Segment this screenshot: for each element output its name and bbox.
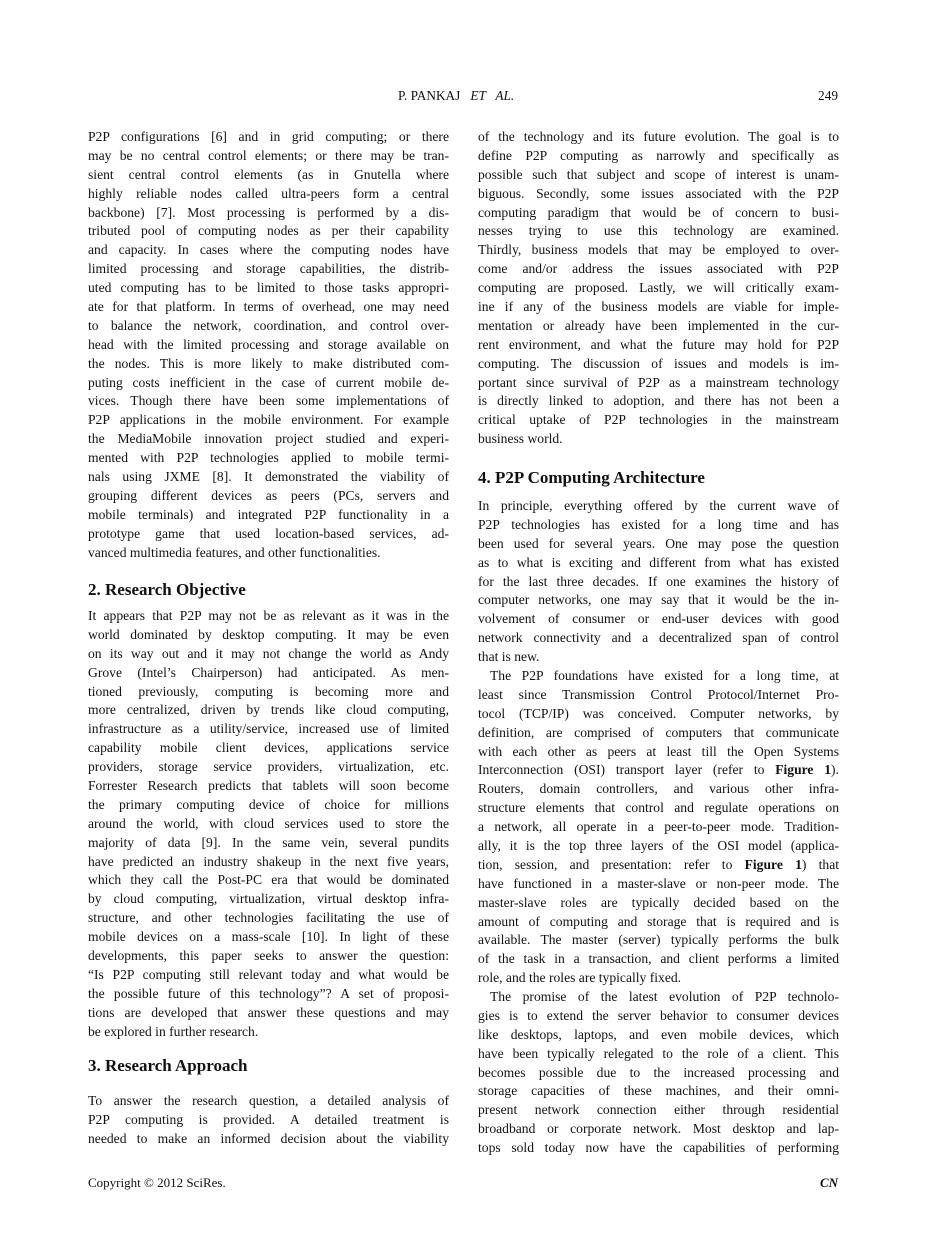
figure-reference: Figure 1 [744,856,802,872]
text-line: providers, storage service providers, virtualization, etc. [88,759,449,775]
text-line: puting costs inefficient in the case of current mobile de- [88,374,449,390]
text-line: Routers, domain controllers, and various other infra- [478,781,839,797]
section-heading-p2p-architecture: 4. P2P Computing Architecture [478,468,705,487]
paragraph [478,988,839,1158]
text-line: possible such that subject and scope of interest is unam- [478,166,839,182]
text-line: the MediaMobile innovation project studied and experi- [88,431,449,447]
text-line: have predicted an industry shakeup in the next five years, [88,853,449,869]
text-line: biguous. Secondly, some issues associated with the P2P [478,185,839,201]
text-line: world dominated by desktop computing. It may be even [88,626,449,642]
text-line: mobile devices on a mass-scale [10]. In light of these [88,929,449,945]
header-author: P. PANKAJ [398,88,461,103]
paragraph [88,1092,449,1149]
text-line: infrastructure as a utility/service, increased use of limited [88,721,449,737]
text-line: becomes possible due to the increased processing and [478,1064,839,1080]
text-line: uted computing has to be limited to those tasks appropri- [88,280,449,296]
text-segment: Interconnection (OSI) transport layer (refer to [478,762,776,778]
text-line: broadband or corporate network. Most desktop and lap- [478,1121,839,1137]
text-line: of the technology and its future evolution. The goal is to [478,129,839,144]
text-line: come and/or address the issues associated with P2P [478,261,839,277]
text-line: around the world, with cloud services used to store the [88,815,449,831]
figure-reference: Figure 1 [775,762,832,778]
text-line: tocol (TCP/IP) was conceived. Computer networks, by [478,705,839,721]
text-line: available. The master (server) typically performs the bulk [478,932,839,948]
text-line: head with the limited processing and storage available on [88,336,449,352]
text-line: portant since survival of P2P as a mainstream technology [478,374,839,390]
text-line: tributed pool of computing nodes as per their capability [88,223,449,239]
text-line: ate for that platform. In terms of overhead, one may need [88,299,449,315]
text-line: more centralized, driven by trends like cloud computing, [88,702,449,718]
text-line: Forrester Research predicts that tablets will soon become [88,778,449,794]
text-line: define P2P computing as narrowly and specifically as [478,147,839,163]
text-line: In principle, everything offered by the current wave of [478,498,839,513]
text-line: Thirdly, business models that may be employed to over- [478,242,839,258]
text-line: volvement of consumer or end-user devices with good [478,611,839,627]
text-line [478,761,839,780]
text-line: vanced multimedia features, and other functionalities. [88,544,381,560]
section-heading-research-objective: 2. Research Objective [88,580,246,599]
text-line: with each other as peers at least till the Open Systems [478,743,839,759]
paragraph [478,667,839,988]
text-line: ine if any of the business models are viable for imple- [478,299,839,315]
text-line: that is new. [478,649,540,665]
text-line: to balance the network, coordination, and control over- [88,317,449,333]
text-line: for the last three decades. If one examines the history of [478,573,839,589]
text-segment: tion, session, and presentation: refer to [478,856,745,872]
text-line: It appears that P2P may not be as relevant as it was in the [88,608,449,623]
text-line: critical uptake of P2P technologies in the mainstream [478,412,839,428]
text-line: by cloud computing, virtualization, virtual desktop infra- [88,891,449,907]
running-header [398,88,514,104]
text-line: mentation or already have been implemented in the cur- [478,317,839,333]
text-line: the nodes. This is more likely to make distributed com- [88,355,449,371]
text-line: and capacity. In cases where the computing nodes have [88,242,449,258]
text-line: on its way out and it may not change the world as Andy [88,645,449,661]
text-line: The promise of the latest evolution of P2P technolo- [490,989,839,1004]
text-line: “Is P2P computing still relevant today and what would be [88,966,449,982]
text-line: structure elements that control and regulate operations on [478,800,839,816]
page-number: 249 [818,88,838,103]
text-line: P2P computing is provided. A detailed treatment is [88,1111,449,1127]
text-line: Grove (Intel’s Chairperson) had anticipated. As men- [88,664,449,680]
text-line: nesses trying to use this technology are examined. [478,223,839,239]
paragraph [88,128,449,562]
text-line: highly reliable nodes called ultra-peers form a central [88,185,449,201]
text-segment: ). [831,762,839,778]
text-line: majority of data [9]. In the same vein, several pundits [88,834,449,850]
text-line: have been typically relegated to the role of a client. This [478,1045,839,1061]
text-line: which they call the Post-PC era that would be dominated [88,872,449,888]
text-line: structure, and other technologies facilitating the use of [88,910,449,926]
text-line: amount of computing and storage that is required and is [478,913,839,929]
text-line: definition, are comprised of computers that communicate [478,724,839,740]
footer-journal: CN [819,1175,838,1190]
section-heading-research-approach: 3. Research Approach [88,1056,248,1075]
paragraph [478,128,839,449]
text-line: of the task in a transaction, and client performs a limited [478,951,839,967]
text-line: sient central control elements (as in Gnutella where [88,166,449,182]
text-line: computing. The discussion of issues and models is im- [478,355,839,371]
text-line: been used for several years. One may pose the question [478,535,839,551]
paragraph [88,607,449,1041]
text-line: rent environment, and what the future may hold for P2P [478,336,839,352]
text-line [478,856,839,875]
text-line: needed to make an informed decision about the viability [88,1130,449,1146]
text-line: role, and the roles are typically fixed. [478,970,682,986]
footer-copyright: Copyright © 2012 SciRes. [88,1175,226,1190]
text-line: least since Transmission Control Protocol/Internet Pro- [478,686,839,702]
text-line: may be no central control elements; or there may be tran- [88,147,449,163]
text-line: limited processing and storage capabilities, the distrib- [88,261,449,277]
text-line: tops sold today now have the capabilities of performing [478,1140,839,1156]
text-line: prototype game that used location-based services, ad- [88,525,449,541]
text-line: mented with P2P technologies applied to mobile termi- [88,450,449,466]
text-line: To answer the research question, a detailed analysis of [88,1093,449,1108]
text-line: have functioned in a master-slave or non-peer mode. The [478,875,839,891]
text-segment: ) that [801,856,840,872]
text-line: tioned previously, computing is becoming more and [88,683,449,699]
text-line: computing paradigm that would be of concern to busi- [478,204,839,220]
text-line: storage capacities of these machines, and their omni- [478,1083,839,1099]
header-etal: ET AL. [470,88,515,103]
text-line: as to what is exciting and different from what has existed [478,554,839,570]
text-line: business world. [478,431,563,447]
text-line: master-slave roles are typically decided based on the [478,894,839,910]
text-line: a network, all operate in a peer-to-peer mode. Tradition- [478,819,839,835]
paragraph [478,497,839,667]
text-line: The P2P foundations have existed for a long time, at [490,668,839,683]
text-line: P2P configurations [6] and in grid computing; or there [88,129,449,144]
text-line: mobile terminals) and integrated P2P functionality in a [88,506,449,522]
text-line: capability mobile client devices, applications service [88,740,449,756]
text-line: network connectivity and a decentralized span of control [478,630,839,646]
text-line: nals using JXME [8]. It demonstrated the viability of [88,469,449,485]
text-line: the primary computing device of choice for millions [88,796,449,812]
text-line: be explored in further research. [88,1023,259,1039]
text-line: the possible future of this technology”? A set of proposi- [88,985,449,1001]
text-line: is directly linked to adoption, and there has not been a [478,393,839,409]
text-line: tions are developed that answer these questions and may [88,1004,449,1020]
text-line: like desktops, laptops, and even mobile devices, which [478,1026,839,1042]
text-line: P2P technologies has existed for a long time and has [478,516,839,532]
text-line: developments, this paper seeks to answer the question: [88,948,449,964]
text-line: present network connection either through residential [478,1102,839,1118]
text-line: P2P applications in the mobile environment. For example [88,412,449,428]
text-line: grouping different devices as peers (PCs, servers and [88,487,449,503]
text-line: computing are proposed. Lastly, we will critically exam- [478,280,839,296]
text-line: gies is to extend the server behavior to consumer devices [478,1007,839,1023]
text-line: ally, it is the top three layers of the OSI model (applica- [478,838,839,854]
text-line: backbone) [7]. Most processing is performed by a dis- [88,204,449,220]
text-line: vices. Though there have been some implementations of [88,393,449,409]
text-line: computer networks, one may say that it would be the in- [478,592,839,608]
